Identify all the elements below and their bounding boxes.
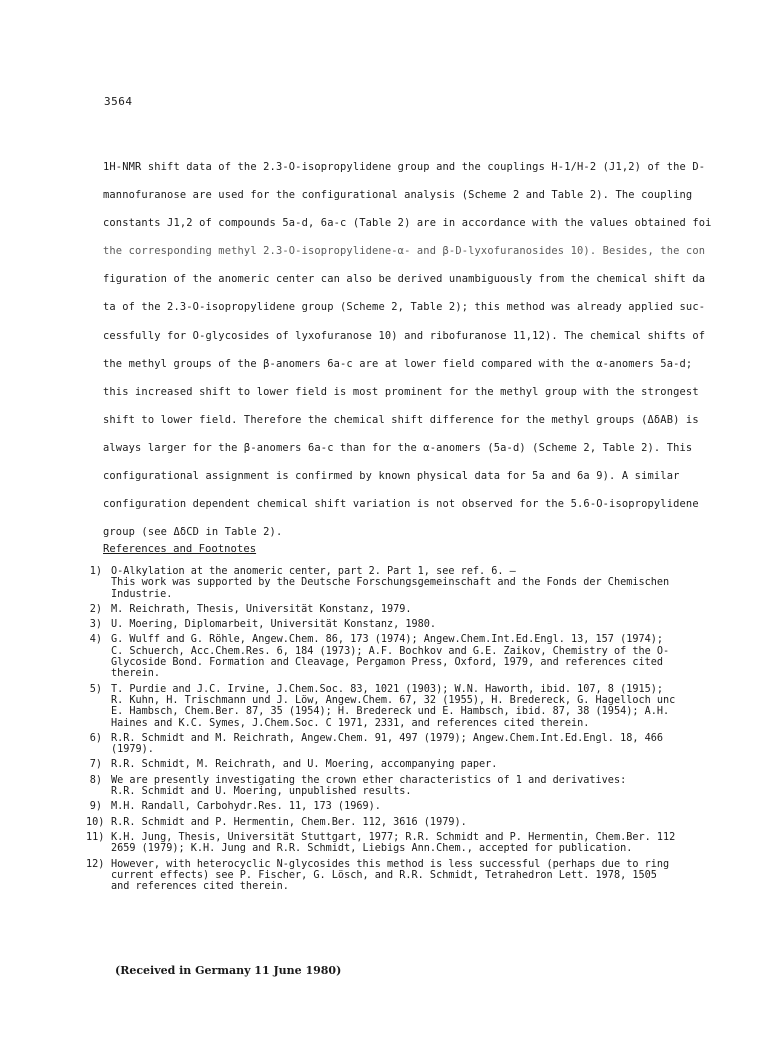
page-number: 3564 xyxy=(104,95,133,108)
reference-text-line: M. Reichrath, Thesis, Universität Konstanz, 1979. xyxy=(111,603,412,615)
reference-text-line: Glycoside Bond. Formation and Cleavage, Pergamon Press, Oxford, 1979, and references cited xyxy=(111,657,664,669)
body-line: configuration dependent chemical shift variation is not observed for the 5.6-O-isopropylidene xyxy=(103,498,699,511)
reference-number: 4) xyxy=(89,634,102,646)
body-line: configurational assignment is confirmed by known physical data for 5a and 6a 9). A similar xyxy=(103,470,680,483)
reference-number: 7) xyxy=(89,759,102,771)
reference-text-line: O-Alkylation at the anomeric center, part 2. Part 1, see ref. 6. — xyxy=(111,566,516,577)
references-heading: References and Footnotes xyxy=(103,543,257,555)
reference-number: 6) xyxy=(89,732,102,744)
reference-text-line: U. Moering, Diplomarbeit, Universität Konstanz, 1980. xyxy=(111,619,437,631)
reference-text-line: (1979). xyxy=(111,744,154,756)
body-line: the methyl groups of the β-anomers 6a-c are at lower field compared with the α-anomers 5a-d; xyxy=(103,357,693,370)
reference-item xyxy=(86,801,750,812)
body-paragraph xyxy=(103,153,739,546)
reference-item xyxy=(86,604,750,615)
reference-text-line: Haines and K.C. Symes, J.Chem.Soc. C 1971, 2331, and references cited therein. xyxy=(111,717,590,729)
body-line: this increased shift to lower field is most prominent for the methyl group with the strongest xyxy=(103,385,699,398)
reference-text-line: R.R. Schmidt and P. Hermentin, Chem.Ber. 112, 3616 (1979). xyxy=(111,816,467,828)
reference-number: 2) xyxy=(89,603,102,615)
reference-text-line: However, with heterocyclic N-glycosides this method is less successful (perhaps due to ring xyxy=(111,858,670,870)
reference-text-line: R.R. Schmidt and U. Moering, unpublished results. xyxy=(111,786,412,798)
reference-text-line: R. Kuhn, H. Trischmann und J. Löw, Angew.Chem. 67, 32 (1955), H. Bredereck, G. Hagelloch unc xyxy=(111,694,676,706)
body-line: cessfully for O-glycosides of lyxofuranose 10) and ribofuranose 11,12). The chemical shifts of xyxy=(103,329,706,342)
reference-item xyxy=(86,619,750,630)
body-line: figuration of the anomeric center can also be derived unambiguously from the chemical shift da xyxy=(103,273,706,286)
reference-number: 5) xyxy=(89,683,102,695)
body-line: the corresponding methyl 2.3-O-isopropylidene-α- and β-D-lyxofuranosides 10). Besides, the con xyxy=(103,245,706,258)
reference-text-line: K.H. Jung, Thesis, Universität Stuttgart, 1977; R.R. Schmidt and P. Hermentin, Chem.Ber. 112 xyxy=(111,831,676,843)
reference-item xyxy=(86,817,750,828)
reference-text-line: therein. xyxy=(111,668,161,680)
reference-item xyxy=(86,759,750,770)
reference-text-line: 2659 (1979); K.H. Jung and R.R. Schmidt, Liebigs Ann.Chem., accepted for publication. xyxy=(111,843,633,855)
reference-number: 10) xyxy=(86,816,105,828)
reference-number: 8) xyxy=(89,774,102,786)
reference-number: 9) xyxy=(89,801,102,813)
body-line: constants J1,2 of compounds 5a-d, 6a-c (Table 2) are in accordance with the values obtained foi xyxy=(103,217,712,230)
reference-number: 12) xyxy=(86,858,105,870)
reference-item xyxy=(86,684,750,729)
reference-item xyxy=(86,859,750,893)
reference-text-line: E. Hambsch, Chem.Ber. 87, 35 (1954); H. Bredereck und E. Hambsch, ibid. 87, 38 (1954); A.H. xyxy=(111,706,670,718)
reference-item xyxy=(86,566,750,600)
body-line: shift to lower field. Therefore the chemical shift difference for the methyl groups (ΔδAB) is xyxy=(103,413,699,426)
reference-text-line: and references cited therein. xyxy=(111,881,289,893)
reference-text-line: R.R. Schmidt, M. Reichrath, and U. Moering, accompanying paper. xyxy=(111,759,498,771)
reference-text-line: T. Purdie and J.C. Irvine, J.Chem.Soc. 83, 1021 (1903); W.N. Haworth, ibid. 107, 8 (1915); xyxy=(111,683,664,695)
reference-number: 11) xyxy=(86,831,105,843)
references-list xyxy=(86,566,750,896)
reference-text-line: Industrie. xyxy=(111,588,173,600)
body-line: group (see ΔδCD in Table 2). xyxy=(103,526,283,539)
reference-text-line: This work was supported by the Deutsche Forschungsgemeinschaft and the Fonds der Chemischen xyxy=(111,577,670,589)
reference-item xyxy=(86,832,750,855)
reference-number: 1) xyxy=(89,566,102,577)
body-line: ta of the 2.3-O-isopropylidene group (Scheme 2, Table 2); this method was already applied suc- xyxy=(103,301,706,314)
body-line: 1H-NMR shift data of the 2.3-O-isopropylidene group and the couplings H-1/H-2 (J1,2) of the D- xyxy=(103,161,706,173)
reference-item xyxy=(86,634,750,679)
reference-text-line: We are presently investigating the crown ether characteristics of 1 and derivatives: xyxy=(111,774,627,786)
reference-text-line: G. Wulff and G. Röhle, Angew.Chem. 86, 173 (1974); Angew.Chem.Int.Ed.Engl. 13, 157 (1974); xyxy=(111,634,664,646)
reference-text-line: R.R. Schmidt and M. Reichrath, Angew.Chem. 91, 497 (1979); Angew.Chem.Int.Ed.Engl. 18, 466 xyxy=(111,732,664,744)
body-line: always larger for the β-anomers 6a-c than for the α-anomers (5a-d) (Scheme 2, Table 2). This xyxy=(103,441,693,454)
reference-text-line: M.H. Randall, Carbohydr.Res. 11, 173 (1969). xyxy=(111,801,381,813)
body-line: mannofuranose are used for the configurational analysis (Scheme 2 and Table 2). The coupling xyxy=(103,189,693,202)
reference-item xyxy=(86,775,750,798)
reference-text-line: current effects) see P. Fischer, G. Lösch, and R.R. Schmidt, Tetrahedron Lett. 1978, 1505 xyxy=(111,869,657,881)
received-note: (Received in Germany 11 June 1980) xyxy=(115,964,342,977)
reference-number: 3) xyxy=(89,619,102,631)
reference-text-line: C. Schuerch, Acc.Chem.Res. 6, 184 (1973); A.F. Bochkov and G.E. Zaikov, Chemistry of the O- xyxy=(111,645,670,657)
reference-item xyxy=(86,733,750,756)
